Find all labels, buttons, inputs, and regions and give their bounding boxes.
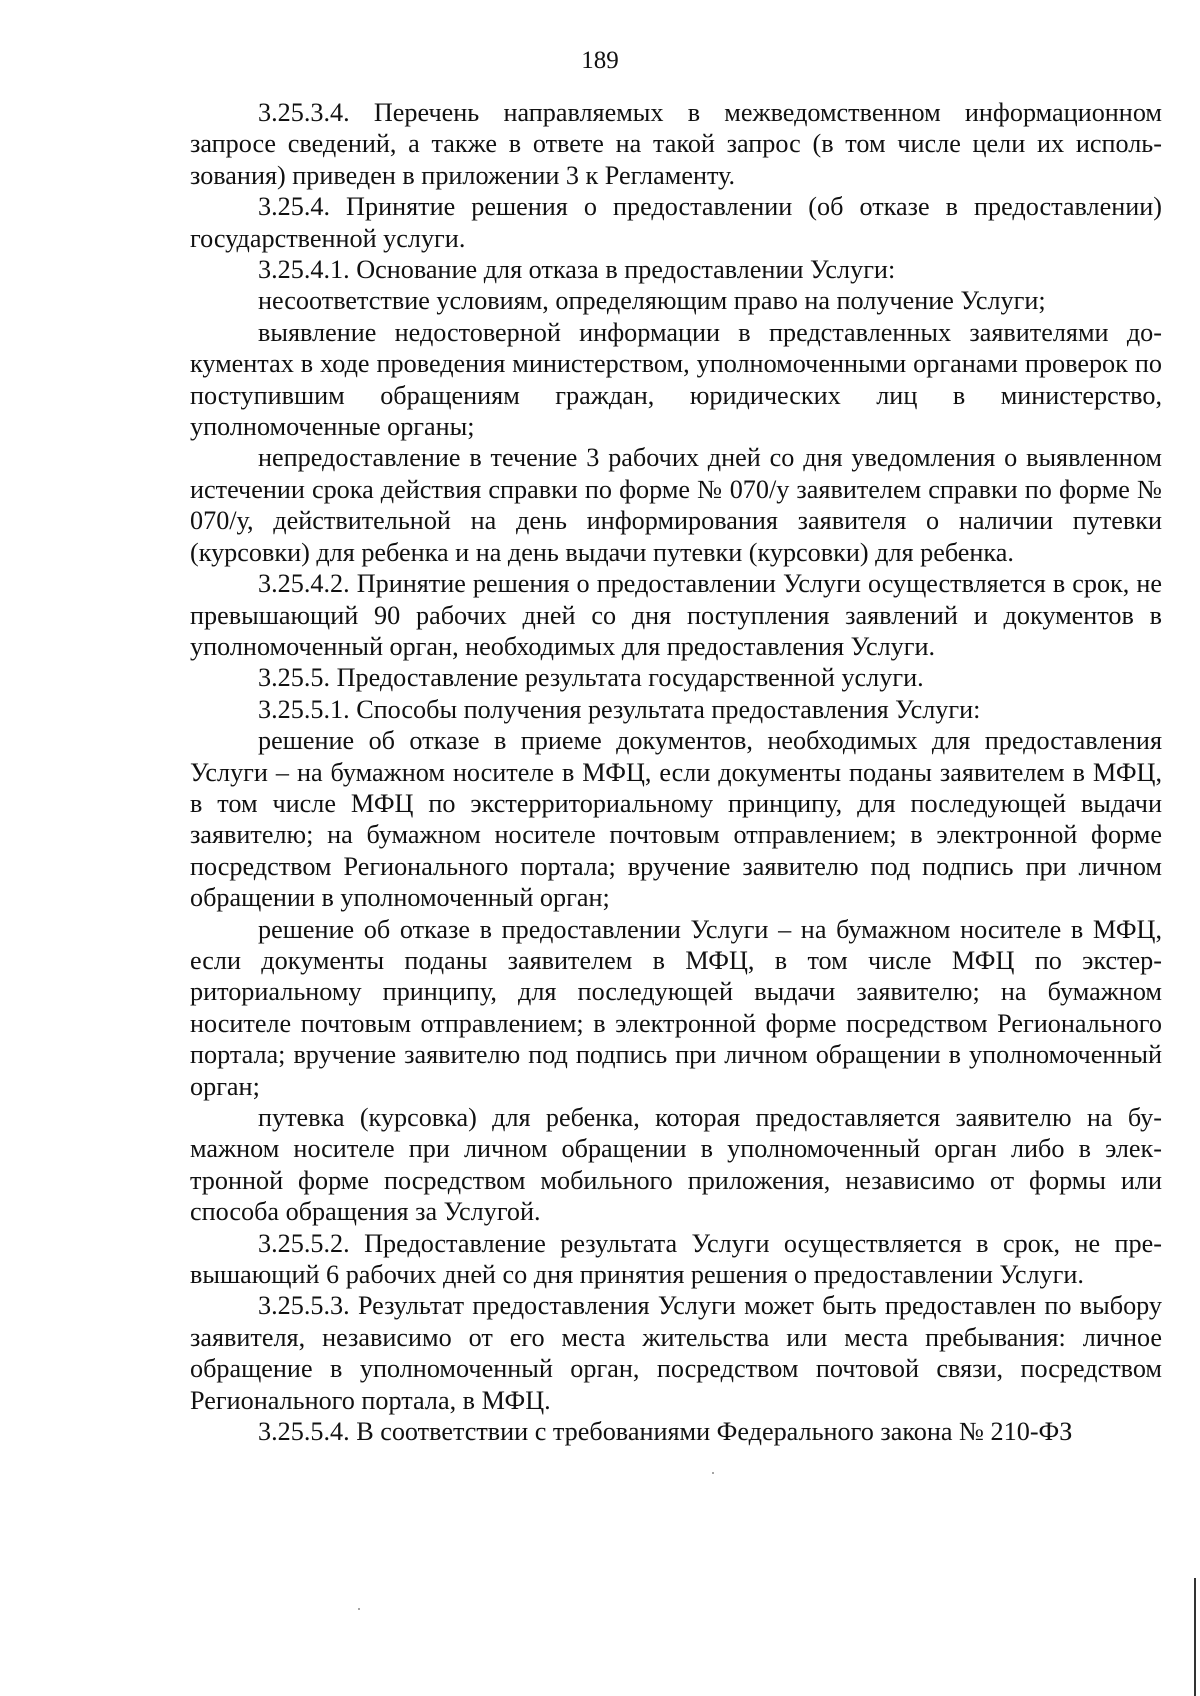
scan-speck <box>712 1472 714 1474</box>
scan-edge-mark <box>1194 1578 1196 1696</box>
paragraph-3-25-5-3: 3.25.5.3. Результат предоставления Услуги может быть предоставлен по выбору заявителя, независимо от его места жительства или места пребывания: личное обращение в уполномоченный орган, посредством почтовой связи, посредством Регионального портала, в МФЦ. <box>190 1291 1162 1415</box>
paragraph-3-25-5-1: 3.25.5.1. Способы получения результата предоставления Услуги: <box>258 694 981 724</box>
refusal-ground-2: выявление недостоверной информации в представленных заявителями документах в ходе проведения министерством, уполномоченными органами проверок по поступившим обращениям граждан, юридических лиц в министерство, уполномоченные органы; <box>190 317 1162 442</box>
refusal-ground-1: несоответствие условиям, определяющим право на получение Услуги; <box>258 286 1046 316</box>
paragraph-3-25-3-4: 3.25.3.4. Перечень направляемых в межведомственном информационном запросе сведений, а также в ответе на такой запрос (в том числе цели их использования) приведен в приложении 3 к Регламенту. <box>190 98 1162 190</box>
paragraph-3-25-5-2: 3.25.5.2. Предоставление результата Услуги осуществляется в срок, не превышающий 6 рабочих дней со дня принятия решения о предоставлении Услуги. <box>190 1228 1162 1290</box>
result-method-1: решение об отказе в приеме документов, необходимых для предоставления Услуги – на бумажном носителе в МФЦ, если документы поданы заявителем в МФЦ, в том числе МФЦ по экстерриториальному принципу, для последующей выдачи заявителю; на бумажном носителе почтовым отправлением; в электронной форме посредством Регионального портала; вручение заявителю под подпись при личном обращении в уполномоченный орган; <box>190 726 1162 913</box>
paragraph-3-25-4-1: 3.25.4.1. Основание для отказа в предоставлении Услуги: <box>258 255 896 285</box>
result-method-2: решение об отказе в предоставлении Услуги – на бумажном носителе в МФЦ, если документы поданы заявителем в МФЦ, в том числе МФЦ по экстерриториальному принципу, для последующей выдачи заявителю; на бумажном носителе почтовым отправлением; в электронной форме посредством Регионального портала; вручение заявителю под подпись при личном обращении в уполномоченный орган; <box>190 914 1162 1101</box>
document-body <box>190 97 1162 1447</box>
page-number: 189 <box>581 47 619 74</box>
refusal-ground-3: непредоставление в течение 3 рабочих дней со дня уведомления о выявленном истечении срока действия справки по форме № 070/у заявителем справки по форме № 070/у, действительной на день информирования заявителя о наличии путевки (курсовки) для ребенка и на день выдачи путевки (курсовки) для ребенка. <box>190 443 1162 567</box>
paragraph-3-25-5-4: 3.25.5.4. В соответствии с требованиями Федерального закона № 210-ФЗ <box>258 1417 1073 1447</box>
result-method-3: путевка (курсовка) для ребенка, которая предоставляется заявителю на бумажном носителе при личном обращении в уполномоченный орган либо в электронной форме посредством мобильного приложения, независимо от формы или способа обращения за Услугой. <box>190 1103 1162 1227</box>
paragraph-3-25-4: 3.25.4. Принятие решения о предоставлении (об отказе в предоставлении) государственной услуги. <box>190 192 1162 253</box>
paragraph-3-25-4-2: 3.25.4.2. Принятие решения о предоставлении Услуги осуществляется в срок, не превышающий 90 рабочих дней со дня поступления заявлений и документов в уполномоченный орган, необходимых для предоставления Услуги. <box>190 569 1162 661</box>
scan-speck <box>358 1608 360 1610</box>
paragraph-3-25-5: 3.25.5. Предоставление результата государственной услуги. <box>258 663 924 693</box>
